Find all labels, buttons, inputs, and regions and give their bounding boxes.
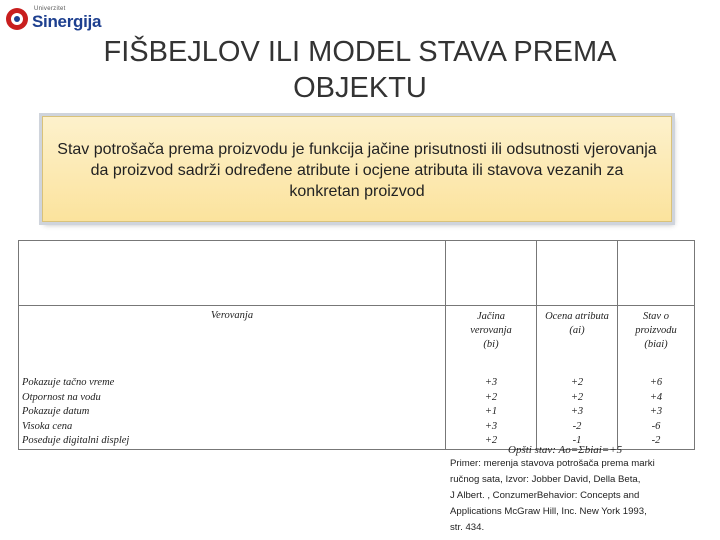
beliefs-column xyxy=(19,374,446,449)
header-strength xyxy=(446,306,537,375)
header-line: (biai) xyxy=(644,339,668,350)
source-line: str. 434. xyxy=(450,522,485,533)
blank-cell xyxy=(618,241,695,306)
blank-cell xyxy=(446,241,537,306)
strength-value: +3 xyxy=(484,420,498,432)
source-line: ručnog sata, Izvor: Jobber David, Della Beta, xyxy=(450,474,641,485)
header-line: Ocena atributa xyxy=(545,311,609,322)
attitude-value: -2 xyxy=(651,435,661,446)
header-line: (ai) xyxy=(569,325,585,336)
belief-item: Pokazuje datum xyxy=(22,406,90,417)
strength-column xyxy=(446,374,537,449)
header-line: Jačina xyxy=(477,311,505,322)
blank-cell xyxy=(537,241,618,306)
strength-value: +1 xyxy=(484,406,498,417)
strength-value: +2 xyxy=(484,435,498,446)
source-line: Primer: merenja stavova potrošača prema marki xyxy=(450,458,655,469)
attitude-column xyxy=(618,374,695,449)
belief-item: Pokazuje tačno vreme xyxy=(22,377,115,388)
attitude-value: -6 xyxy=(651,420,661,432)
header-beliefs xyxy=(19,306,446,375)
header-line: Stav o xyxy=(643,311,669,322)
header-line: (bi) xyxy=(483,339,499,350)
strength-value: +3 xyxy=(484,377,498,388)
attitude-value: +4 xyxy=(649,391,663,403)
rating-value: -2 xyxy=(572,420,582,432)
strength-value: +2 xyxy=(484,391,498,403)
rating-value: +3 xyxy=(570,406,584,417)
belief-item: Otpornost na vodu xyxy=(22,391,101,403)
logo-name: Sinergija xyxy=(32,12,102,31)
overall-attitude-summary: Opšti stav: Ao=Σbiai=+5 xyxy=(508,444,623,456)
rating-value: +2 xyxy=(570,391,584,403)
attitude-value: +3 xyxy=(649,406,663,417)
university-logo xyxy=(6,6,102,32)
rating-value: -1 xyxy=(572,435,582,446)
header-rating xyxy=(537,306,618,375)
attitude-table xyxy=(18,240,695,450)
header-line: verovanja xyxy=(470,325,512,336)
header-beliefs-label: Verovanja xyxy=(210,310,254,321)
logo-emblem-icon xyxy=(6,8,28,30)
belief-item: Visoka cena xyxy=(22,420,73,432)
logo-university-label: Univerzitet xyxy=(34,6,66,12)
header-line: proizvodu xyxy=(635,325,677,336)
slide-title: FIŠBEJLOV ILI MODEL STAVA PREMA OBJEKTU xyxy=(103,36,617,104)
source-note xyxy=(450,456,696,536)
attitude-value: +6 xyxy=(649,377,663,388)
source-line: Applications McGraw Hill, Inc. New York 1993, xyxy=(450,506,647,517)
header-attitude xyxy=(618,306,695,375)
table-blank-row xyxy=(19,241,695,306)
blank-cell xyxy=(19,241,446,306)
rating-value: +2 xyxy=(570,377,584,388)
belief-item: Poseduje digitalni displej xyxy=(22,435,130,446)
source-line: J Albert. , ConzumerBehavior: Concepts and xyxy=(450,490,640,501)
table-data-row xyxy=(19,374,695,449)
rating-column xyxy=(537,374,618,449)
definition-callout: Stav potrošača prema proizvodu je funkcija jačine prisutnosti ili odsutnosti vjerovanja da proizvod sadrži određene atribute i ocjene atributa ili stavova vezanih za konkretan proizvod xyxy=(42,116,672,222)
table-header-row xyxy=(19,306,695,375)
